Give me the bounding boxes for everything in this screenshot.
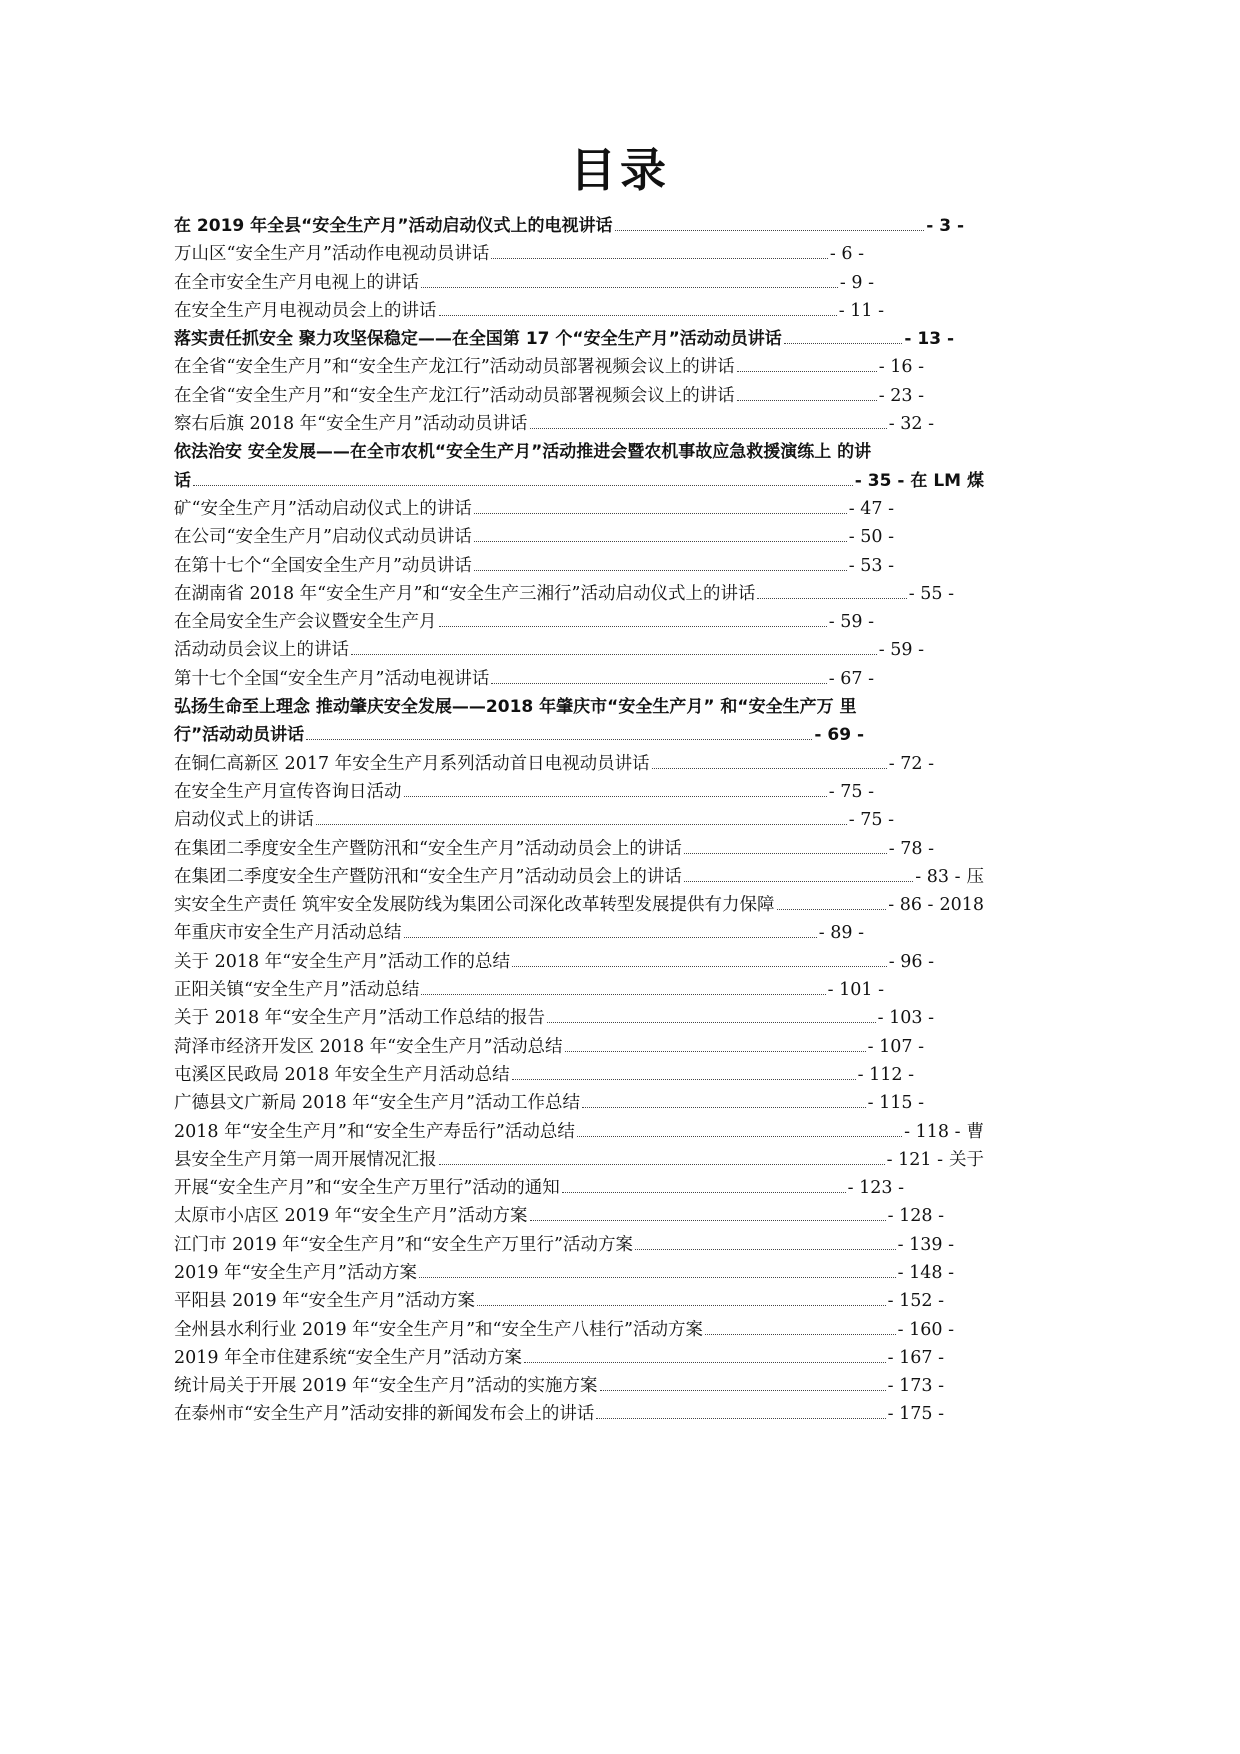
- toc-page-number: - 16 -: [878, 357, 924, 378]
- dot-leader: [439, 1152, 885, 1165]
- toc-entry[interactable]: [174, 495, 894, 523]
- toc-entry-title: 第十七个全国“安全生产月”活动电视讲话: [174, 668, 490, 689]
- dot-leader: [600, 1378, 886, 1391]
- toc-entry[interactable]: [174, 552, 894, 580]
- toc-entry-title: 开展“安全生产月”和“安全生产万里行”活动的通知: [174, 1178, 560, 1199]
- toc-entry-title: 2019 年“安全生产月”活动方案: [174, 1262, 417, 1283]
- toc-entry[interactable]: [174, 1202, 944, 1230]
- toc-entry[interactable]: [174, 1033, 924, 1061]
- toc-entry[interactable]: [174, 1004, 934, 1032]
- toc-entry-title: 屯溪区民政局 2018 年安全生产月活动总结: [174, 1064, 510, 1085]
- toc-entry-title: 广德县文广新局 2018 年“安全生产月”活动工作总结: [174, 1093, 581, 1114]
- dot-leader: [757, 586, 906, 599]
- toc-page-number: - 175 -: [887, 1404, 944, 1425]
- toc-page-number: - 139 -: [897, 1234, 954, 1255]
- dot-leader: [684, 840, 887, 853]
- toc-entry[interactable]: [174, 523, 894, 551]
- toc-wrapped-text: 压: [966, 866, 984, 887]
- dot-leader: [404, 784, 827, 797]
- dot-leader: [491, 671, 826, 684]
- toc-entry-title: 矿“安全生产月”活动启动仪式上的讲话: [174, 498, 472, 519]
- dot-leader: [596, 1406, 885, 1419]
- dot-leader: [737, 388, 877, 401]
- toc-entry[interactable]: [174, 269, 874, 297]
- toc-entry[interactable]: [174, 297, 884, 325]
- toc-entry[interactable]: [174, 1372, 944, 1400]
- toc-entry-title: 关于 2018 年“安全生产月”活动工作的总结: [174, 951, 511, 972]
- toc-entry-title: 在泰州市“安全生产月”活动安排的新闻发布会上的讲话: [174, 1404, 595, 1425]
- toc-entry[interactable]: [174, 438, 984, 466]
- toc-entry-title: 统计局关于开展 2019 年“安全生产月”活动的实施方案: [174, 1376, 598, 1397]
- toc-entry-title: 平阳县 2019 年“安全生产月”活动方案: [174, 1291, 476, 1312]
- dot-leader: [582, 1095, 866, 1108]
- toc-page-number: - 152 -: [887, 1291, 944, 1312]
- toc-entry[interactable]: [174, 1344, 944, 1372]
- toc-entry[interactable]: [174, 240, 864, 268]
- toc-entry-title: 话: [174, 470, 191, 491]
- toc-page-number: - 75 -: [848, 810, 894, 831]
- toc-page-number: - 78 -: [888, 838, 934, 859]
- toc-page-number: - 118 -: [904, 1121, 961, 1142]
- toc-page-number: - 115 -: [867, 1093, 924, 1114]
- toc-title: 目录: [570, 143, 670, 197]
- toc-entry[interactable]: [174, 410, 934, 438]
- toc-page-number: - 59 -: [878, 640, 924, 661]
- toc-entry[interactable]: [174, 806, 894, 834]
- toc-entry-title: 菏泽市经济开发区 2018 年“安全生产月”活动总结: [174, 1036, 563, 1057]
- toc-entry-title: 实安全生产责任 筑牢安全发展防线为集团公司深化改革转型发展提供有力保障: [174, 895, 775, 916]
- dot-leader: [524, 1350, 886, 1363]
- toc-page-number: - 101 -: [827, 980, 884, 1001]
- toc-entry[interactable]: [174, 467, 984, 495]
- dot-leader: [421, 274, 838, 287]
- toc-entry-title: 全州县水利行业 2019 年“安全生产月”和“安全生产八桂行”活动方案: [174, 1319, 703, 1340]
- toc-page-number: - 72 -: [888, 753, 934, 774]
- dot-leader: [193, 473, 853, 486]
- toc-entry-title: 年重庆市安全生产月活动总结: [174, 923, 402, 944]
- toc-entry-title: 在全省“安全生产月”和“安全生产龙江行”活动动员部署视频会议上的讲话: [174, 357, 735, 378]
- toc-page-number: - 123 -: [847, 1178, 904, 1199]
- dot-leader: [439, 614, 827, 627]
- toc-entry-title: 落实责任抓安全 聚力攻坚保稳定——在全国第 17 个“安全生产月”活动动员讲话: [174, 329, 782, 350]
- toc-entry-title: 太原市小店区 2019 年“安全生产月”活动方案: [174, 1206, 528, 1227]
- toc-entry-title: 弘扬生命至上理念 推动肇庆安全发展——2018 年肇庆市“安全生产月” 和“安全生产万 里: [174, 697, 857, 718]
- toc-page-number: - 173 -: [887, 1376, 944, 1397]
- toc-entry[interactable]: [174, 1061, 914, 1089]
- toc-page-number: - 11 -: [838, 300, 884, 321]
- dot-leader: [684, 869, 913, 882]
- dot-leader: [512, 953, 887, 966]
- toc-entry-title: 在铜仁高新区 2017 年安全生产月系列活动首日电视动员讲话: [174, 753, 650, 774]
- toc-page-number: - 6 -: [829, 244, 864, 265]
- toc-entry[interactable]: [174, 721, 864, 749]
- toc-page-number: - 89 -: [818, 923, 864, 944]
- toc-entry[interactable]: [174, 353, 924, 381]
- toc-page-number: - 96 -: [888, 951, 934, 972]
- toc-page-number: - 75 -: [828, 781, 874, 802]
- dot-leader: [705, 1321, 896, 1334]
- toc-page-number: - 160 -: [897, 1319, 954, 1340]
- toc-entry[interactable]: [174, 665, 874, 693]
- toc-entry[interactable]: [174, 948, 934, 976]
- toc-wrapped-text: 关于: [949, 1149, 984, 1170]
- toc-entry[interactable]: [174, 835, 934, 863]
- toc-entry[interactable]: [174, 608, 874, 636]
- dot-leader: [419, 1265, 896, 1278]
- toc-entry[interactable]: [174, 1118, 984, 1146]
- dot-leader: [439, 303, 837, 316]
- toc-entry[interactable]: [174, 1287, 944, 1315]
- toc-entry-title: 在集团二季度安全生产暨防汛和“安全生产月”活动动员会上的讲话: [174, 866, 682, 887]
- dot-leader: [530, 416, 887, 429]
- toc-entry[interactable]: [174, 750, 934, 778]
- toc-page-number: - 112 -: [857, 1064, 914, 1085]
- toc-entry-title: 江门市 2019 年“安全生产月”和“安全生产万里行”活动方案: [174, 1234, 633, 1255]
- toc-page-number: - 83 -: [915, 866, 961, 887]
- toc-entry[interactable]: [174, 1259, 954, 1287]
- toc-page-number: - 67 -: [828, 668, 874, 689]
- toc-entry-title: 2018 年“安全生产月”和“安全生产寿岳行”活动总结: [174, 1121, 575, 1142]
- toc-entry-title: 县安全生产月第一周开展情况汇报: [174, 1149, 437, 1170]
- toc-entry-title: 在全局安全生产会议暨安全生产月: [174, 612, 437, 633]
- toc-entry[interactable]: [174, 325, 954, 353]
- toc-entry-title: 2019 年全市住建系统“安全生产月”活动方案: [174, 1347, 522, 1368]
- table-of-contents: [174, 212, 1084, 1429]
- dot-leader: [421, 982, 825, 995]
- toc-entry[interactable]: [174, 1089, 924, 1117]
- toc-page-number: - 23 -: [878, 385, 924, 406]
- toc-wrapped-text: 在 LM 煤: [910, 470, 984, 491]
- dot-leader: [635, 1236, 896, 1249]
- toc-page-number: - 167 -: [887, 1347, 944, 1368]
- dot-leader: [615, 218, 925, 231]
- dot-leader: [306, 727, 812, 740]
- toc-entry-title: 正阳关镇“安全生产月”活动总结: [174, 980, 420, 1001]
- toc-page-number: - 50 -: [848, 527, 894, 548]
- toc-entry[interactable]: [174, 919, 864, 947]
- toc-page-number: - 69 -: [814, 725, 864, 746]
- toc-page-number: - 86 -: [888, 895, 934, 916]
- dot-leader: [474, 501, 847, 514]
- toc-entry-title: 在 2019 年全县“安全生产月”活动启动仪式上的电视讲话: [174, 216, 613, 236]
- toc-entry[interactable]: [174, 1174, 904, 1202]
- toc-entry[interactable]: [174, 382, 924, 410]
- dot-leader: [565, 1038, 866, 1051]
- dot-leader: [316, 812, 847, 825]
- dot-leader: [474, 529, 847, 542]
- dot-leader: [562, 1180, 846, 1193]
- toc-entry-title: 在全市安全生产月电视上的讲话: [174, 272, 419, 293]
- dot-leader: [784, 331, 903, 344]
- toc-entry-title: 在第十七个“全国安全生产月”动员讲话: [174, 555, 472, 576]
- dot-leader: [577, 1123, 902, 1136]
- dot-leader: [512, 1067, 856, 1080]
- toc-entry[interactable]: [174, 1316, 954, 1344]
- toc-entry-title: 活动动员会议上的讲话: [174, 640, 349, 661]
- toc-page-number: - 107 -: [867, 1036, 924, 1057]
- dot-leader: [777, 897, 887, 910]
- toc-page-number: - 47 -: [848, 498, 894, 519]
- toc-entry[interactable]: [174, 891, 984, 919]
- toc-entry-title: 启动仪式上的讲话: [174, 810, 314, 831]
- toc-entry[interactable]: [174, 693, 984, 721]
- toc-entry-title: 万山区“安全生产月”活动作电视动员讲话: [174, 244, 490, 265]
- toc-entry[interactable]: [174, 1400, 944, 1428]
- toc-entry-title: 察右后旗 2018 年“安全生产月”活动动员讲话: [174, 414, 528, 435]
- toc-entry[interactable]: [174, 1231, 954, 1259]
- dot-leader: [737, 359, 877, 372]
- toc-page-number: - 3 -: [926, 216, 964, 236]
- toc-page-number: - 53 -: [848, 555, 894, 576]
- toc-page-number: - 9 -: [839, 272, 874, 293]
- toc-entry-title: 关于 2018 年“安全生产月”活动工作总结的报告: [174, 1008, 546, 1029]
- toc-entry[interactable]: [174, 580, 954, 608]
- toc-page-number: - 103 -: [877, 1008, 934, 1029]
- dot-leader: [474, 557, 847, 570]
- dot-leader: [652, 755, 887, 768]
- toc-page-number: - 121 -: [886, 1149, 943, 1170]
- toc-page-number: - 13 -: [904, 329, 954, 350]
- toc-entry[interactable]: [174, 863, 984, 891]
- toc-entry-title: 在公司“安全生产月”启动仪式动员讲话: [174, 527, 472, 548]
- toc-page-number: - 35 -: [854, 470, 905, 491]
- dot-leader: [491, 246, 828, 259]
- toc-page-number: - 59 -: [828, 612, 874, 633]
- toc-entry-title: 在集团二季度安全生产暨防汛和“安全生产月”活动动员会上的讲话: [174, 838, 682, 859]
- toc-entry[interactable]: [174, 976, 884, 1004]
- dot-leader: [404, 925, 817, 938]
- toc-entry-title: 在全省“安全生产月”和“安全生产龙江行”活动动员部署视频会议上的讲话: [174, 385, 735, 406]
- toc-page-number: - 32 -: [888, 414, 934, 435]
- toc-entry[interactable]: [174, 636, 924, 664]
- toc-page-number: - 55 -: [908, 583, 954, 604]
- toc-entry-title: 行”活动动员讲话: [174, 725, 305, 746]
- toc-entry[interactable]: [174, 1146, 984, 1174]
- toc-entry-title: 依法治安 安全发展——在全市农机“安全生产月”活动推进会暨农机事故应急救援演练上 的讲: [174, 442, 872, 463]
- toc-entry[interactable]: [174, 212, 964, 240]
- toc-page-number: - 128 -: [887, 1206, 944, 1227]
- toc-entry[interactable]: [174, 778, 874, 806]
- dot-leader: [477, 1293, 886, 1306]
- dot-leader: [547, 1010, 876, 1023]
- dot-leader: [530, 1208, 886, 1221]
- dot-leader: [351, 642, 877, 655]
- toc-wrapped-text: 曹: [966, 1121, 984, 1142]
- toc-entry-title: 在安全生产月电视动员会上的讲话: [174, 300, 437, 321]
- toc-entry-title: 在安全生产月宣传咨询日活动: [174, 781, 402, 802]
- toc-page-number: - 148 -: [897, 1262, 954, 1283]
- toc-wrapped-text: 2018: [939, 895, 984, 916]
- toc-entry-title: 在湖南省 2018 年“安全生产月”和“安全生产三湘行”活动启动仪式上的讲话: [174, 583, 756, 604]
